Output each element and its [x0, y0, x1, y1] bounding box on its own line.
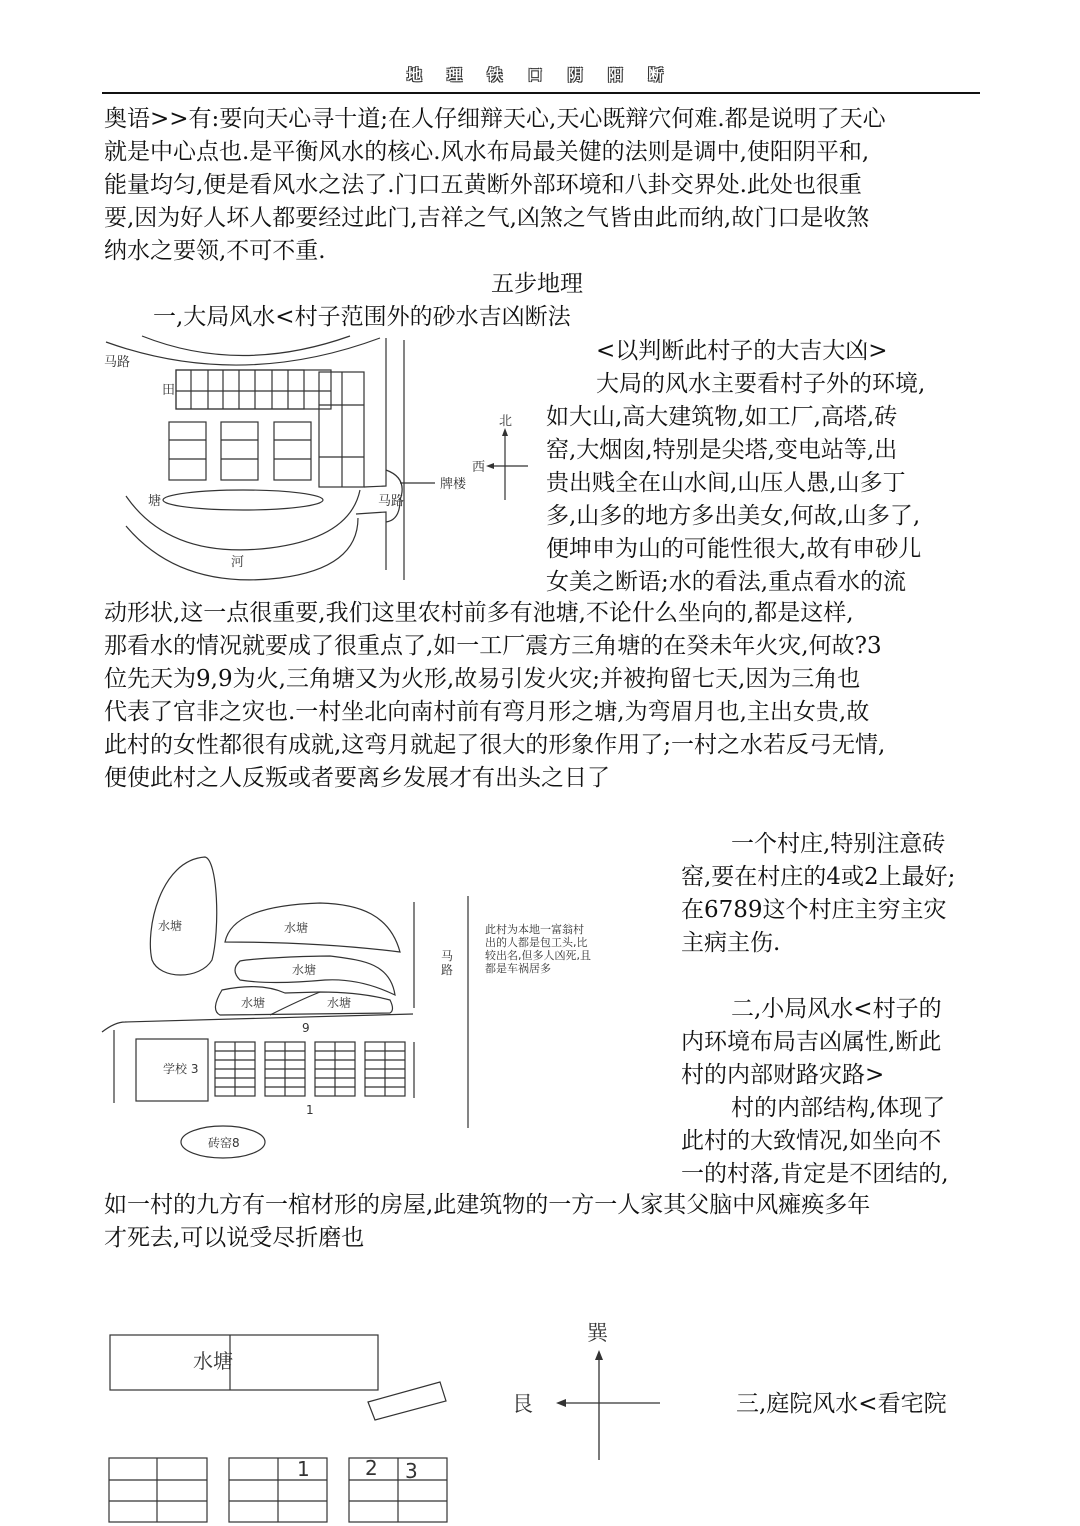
- label-west: 西: [472, 460, 486, 475]
- section2-side-line: 一的村落,肯定是不团结的,: [681, 1161, 949, 1187]
- village-annotation: [485, 922, 595, 975]
- pond-shape: [163, 490, 323, 510]
- section2-side-line: 村的内部结构,体现了: [731, 1095, 946, 1121]
- house-grid: [265, 1042, 305, 1096]
- house-grid: [315, 1042, 355, 1096]
- section1-body-line: 动形状,这一点很重要,我们这里农村前多有池塘,不论什么坐向的,都是这样,: [104, 600, 854, 626]
- brick-note-line: 在6789这个村庄主穷主灾: [681, 897, 947, 923]
- road-vertical-left: [364, 338, 386, 487]
- section2-body-line: 才死去,可以说受尽折磨也: [104, 1225, 365, 1251]
- road-horizontal: [102, 1014, 413, 1032]
- intro-line: 能量均匀,便是看风水之法了.门口五黄断外部环境和八卦交界处.此处也很重: [104, 172, 862, 198]
- section1-body-line: 代表了官非之灾也.一村坐北向南村前有弯月形之塘,为弯眉月也,主出女贵,故: [104, 699, 870, 725]
- pond-label: 水塘: [158, 919, 183, 933]
- section1-side-line: 多,山多的地方多出美女,何故,山多了,: [546, 503, 921, 529]
- section2-heading-line: 村的内部财路灾路>: [681, 1062, 885, 1088]
- pond-label: 水塘: [241, 996, 266, 1010]
- section1-body-line: 位先天为9,9为火,三角塘又为火形,故易引发火灾;并被拘留七天,因为三角也: [104, 666, 861, 692]
- house-block: [169, 422, 206, 480]
- label-road-right: 马路: [378, 494, 405, 509]
- section2-heading-line: 内环境布局吉凶属性,断此: [681, 1029, 942, 1055]
- label-9: 9: [302, 1021, 310, 1035]
- section1-side-line: 贵出贱全在山水间,山压人愚,山多丁: [546, 470, 906, 496]
- brick-note-line: 主病主伤.: [681, 930, 781, 956]
- annotation-line: 此村为本地一富翁村: [485, 923, 584, 936]
- section1-body-line: 便使此村之人反叛或者要离乡发展才有出头之日了: [104, 765, 610, 791]
- label-north: 北: [499, 414, 513, 429]
- label-kiln: 砖窑8: [208, 1136, 240, 1150]
- label-river: 河: [231, 555, 245, 570]
- section1-side-line: 便坤申为山的可能性很大,故有申砂儿: [546, 536, 922, 562]
- intro-line: 奥语>>有:要向天心寻十道;在人仔细辩天心,天心既辩穴何难.都是说明了天心: [104, 106, 886, 132]
- courtyard-pond-label: 水塘: [193, 1349, 233, 1373]
- road-curve-inner: [142, 336, 350, 356]
- section1-side-line: 如大山,高大建筑物,如工厂,高塔,砖: [546, 404, 898, 430]
- pond-rect: [110, 1335, 378, 1390]
- section1-body-line: 此村的女性都很有成就,这弯月就起了很大的形象作用了;一村之水若反弓无情,: [104, 732, 886, 758]
- label-field: 田: [162, 383, 176, 398]
- section1-side-line: 女美之断语;水的看法,重点看水的流: [546, 569, 907, 595]
- courtyard-num-3: 3: [405, 1459, 418, 1483]
- intro-line: 就是中心点也.是平衡风水的核心.风水布局最关健的法则是调中,使阳阴平和,: [104, 139, 870, 165]
- brick-note: [681, 828, 955, 960]
- label-1: 1: [306, 1103, 314, 1117]
- pond-label: 水塘: [284, 921, 309, 935]
- section2-side: [681, 993, 949, 1191]
- house-block: [274, 422, 311, 480]
- house-block: [221, 422, 258, 480]
- section-title: 五步地理: [491, 271, 583, 297]
- village-inner-diagram: [90, 820, 670, 1170]
- road-curve-outer: [106, 338, 380, 365]
- courtyard-num-1: 1: [297, 1457, 310, 1481]
- courtyard-num-2: 2: [365, 1456, 378, 1480]
- section2-body: [104, 1189, 870, 1255]
- pond-label: 水塘: [327, 996, 352, 1010]
- pond-top: [225, 903, 400, 952]
- annotation-line: 较出名,但多人凶死,且: [485, 949, 591, 962]
- label-road-top: 马路: [104, 355, 131, 370]
- label-pond: 塘: [148, 494, 162, 509]
- house-grid: [109, 1458, 207, 1522]
- section1-side-text: [546, 335, 925, 599]
- label-gen: 艮: [512, 1392, 533, 1416]
- label-archway: 牌楼: [440, 477, 467, 492]
- pond-oval: [150, 857, 216, 975]
- header-rule: [102, 92, 980, 94]
- section1-body-line: 那看水的情况就要成了很重点了,如一工厂震方三角塘的在癸未年火灾,何故?3: [104, 633, 882, 659]
- compass-diagram: [500, 1310, 680, 1480]
- river-curve-inner: [126, 490, 360, 550]
- intro-line: 纳水之要领,不可不重.: [104, 238, 326, 264]
- house-grid: [215, 1042, 255, 1096]
- section2-side-line: 此村的大致情况,如坐向不: [681, 1128, 942, 1154]
- brick-note-line: 窑,要在村庄的4或2上最好;: [681, 864, 956, 890]
- label-road-char: 马: [441, 949, 454, 963]
- annotation-line: 都是车祸居多: [485, 962, 551, 975]
- page-header-title: 地 理 铁 口 阴 阳 断: [406, 66, 674, 84]
- brick-note-line: 一个村庄,特别注意砖: [731, 831, 946, 857]
- section1-side-line: 大局的风水主要看村子外的环境,: [596, 371, 926, 397]
- section1-side-line: 窑,大烟囱,特别是尖塔,变电站等,出: [546, 437, 898, 463]
- section1-body: [104, 597, 885, 795]
- pond-label: 水塘: [292, 963, 317, 977]
- house-grid: [229, 1458, 327, 1522]
- annotation-line: 出的人都是包工头,比: [485, 936, 588, 949]
- label-road-char: 路: [441, 963, 454, 977]
- label-school: 学校 3: [163, 1062, 199, 1076]
- section2-body-line: 如一村的九方有一棺材形的房屋,此建筑物的一方一人家其父脑中风瘫痪多年: [104, 1192, 871, 1218]
- field-block: [176, 370, 304, 409]
- river-curve-outer: [126, 518, 358, 580]
- section1-heading: 一,大局风水<村子范围外的砂水吉凶断法: [153, 304, 571, 330]
- house-grid: [349, 1458, 447, 1522]
- small-building: [368, 1382, 446, 1420]
- section2-heading-line: 二,小局风水<村子的: [731, 996, 942, 1022]
- village-outer-diagram: [90, 330, 540, 590]
- section3-heading: 三,庭院风水<看宅院: [736, 1391, 947, 1417]
- label-road: [441, 949, 457, 977]
- intro-line: 要,因为好人坏人都要经过此门,吉祥之气,凶煞之气皆由此而纳,故门口是收煞: [104, 205, 870, 231]
- label-xun: 巽: [587, 1321, 608, 1345]
- intro-paragraph: [104, 103, 886, 268]
- section1-subheading: <以判断此村子的大吉大凶>: [596, 338, 888, 364]
- house-grid: [365, 1042, 405, 1096]
